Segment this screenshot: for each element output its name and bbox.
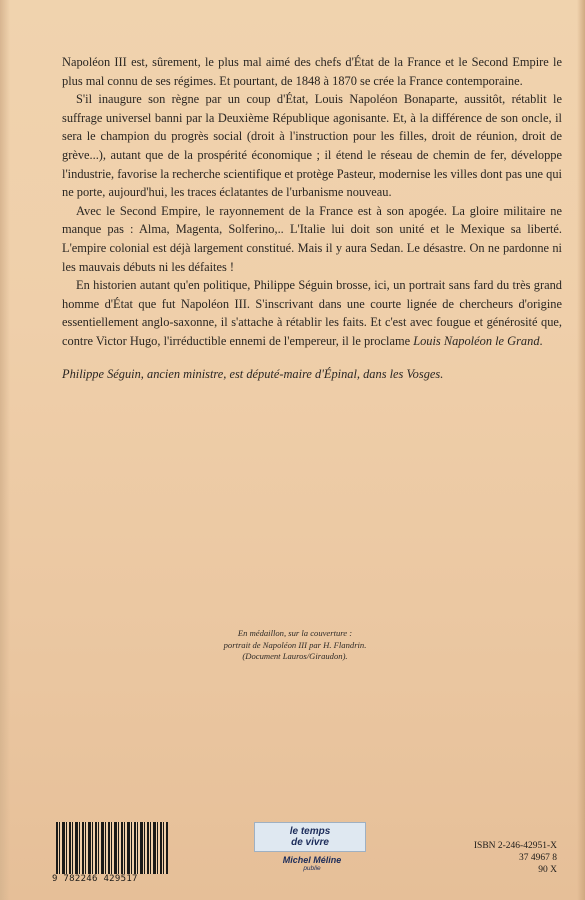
blurb-paragraph-4-text: En historien autant qu'en politique, Philippe Séguin brosse, ici, un portrait sans fard du très grand homme d'État que fut Napoléon III. S'inscrivant dans une courte lignée de chercheurs d'origine essentiellement anglo-saxonne, il s'attache à rétablir les faits. Et c'est avec fougue et générosité que, contre Victor Hugo, l'irréductible ennemi de l'empereur, il le proclame	[62, 278, 562, 348]
publisher-logo	[282, 856, 342, 873]
series-logo-line-1: le temps	[289, 826, 331, 837]
book-title-mention: Louis Napoléon le Grand	[413, 333, 540, 348]
barcode-digits: 9 782246 429517	[52, 874, 138, 884]
blurb-paragraph-4	[62, 276, 562, 350]
blurb-paragraph-2: S'il inaugure son règne par un coup d'État, Louis Napoléon Bonaparte, aussitôt, rétablit le suffrage universel banni par la Deuxième République agonisante. Et, à la différence de son oncle, il sera le champion du progrès social (droit à l'instruction pour les filles, droit de réunion, droit de grève...), autant que de la prospérité économique ; il étend le réseau de chemin de fer, développe l'industrie, favorise la recherche scientifique et protège Pasteur, modernise les villes dont pas une qui ne porte, aujourd'hui, les traces éclatantes de l'urbanisme nouveau.	[62, 92, 562, 200]
blurb-text	[62, 53, 562, 383]
blurb-paragraph-1: Napoléon III est, sûrement, le plus mal aimé des chefs d'État de la France et le Second Empire le plus mal connu de ses régimes. Et pourtant, de 1848 à 1870 se crée la France contemporaine.	[62, 55, 562, 88]
publisher-name: Michel Méline	[282, 855, 342, 865]
cover-caption	[200, 628, 390, 663]
barcode	[52, 822, 170, 884]
barcode-bars	[56, 822, 168, 874]
cover-right-edge	[577, 0, 585, 900]
isbn-line-2: 37 4967 8	[519, 853, 557, 863]
series-logo	[254, 822, 366, 852]
blurb-paragraph-3: Avec le Second Empire, le rayonnement de la France est à son apogée. La gloire militaire ne manque pas : Alma, Magenta, Solferino,.. L'Italie lui doit son unité et le Mexique sa liberté. L'empire colonial est déjà largement constitué. Mais il y aura Sedan. Le désastre. On ne pardonne ni les mauvais débuts ni les défaites !	[62, 203, 562, 274]
blurb-paragraph-4-end: .	[539, 333, 543, 348]
caption-line-2: portrait de Napoléon III par H. Flandrin.	[223, 639, 367, 650]
isbn-block	[447, 840, 557, 876]
author-bio: Philippe Séguin, ancien ministre, est député-maire d'Épinal, dans les Vosges.	[62, 366, 444, 381]
isbn-line-3: 90 X	[538, 865, 557, 875]
publisher-sub: publie	[303, 865, 321, 872]
isbn-line-1: ISBN 2-246-42951-X	[473, 841, 557, 851]
series-logo-line-2: de vivre	[291, 837, 329, 848]
caption-line-3: (Document Lauros/Giraudon).	[242, 651, 348, 662]
caption-line-1: En médaillon, sur la couverture :	[237, 628, 353, 638]
cover-left-edge	[0, 0, 10, 900]
